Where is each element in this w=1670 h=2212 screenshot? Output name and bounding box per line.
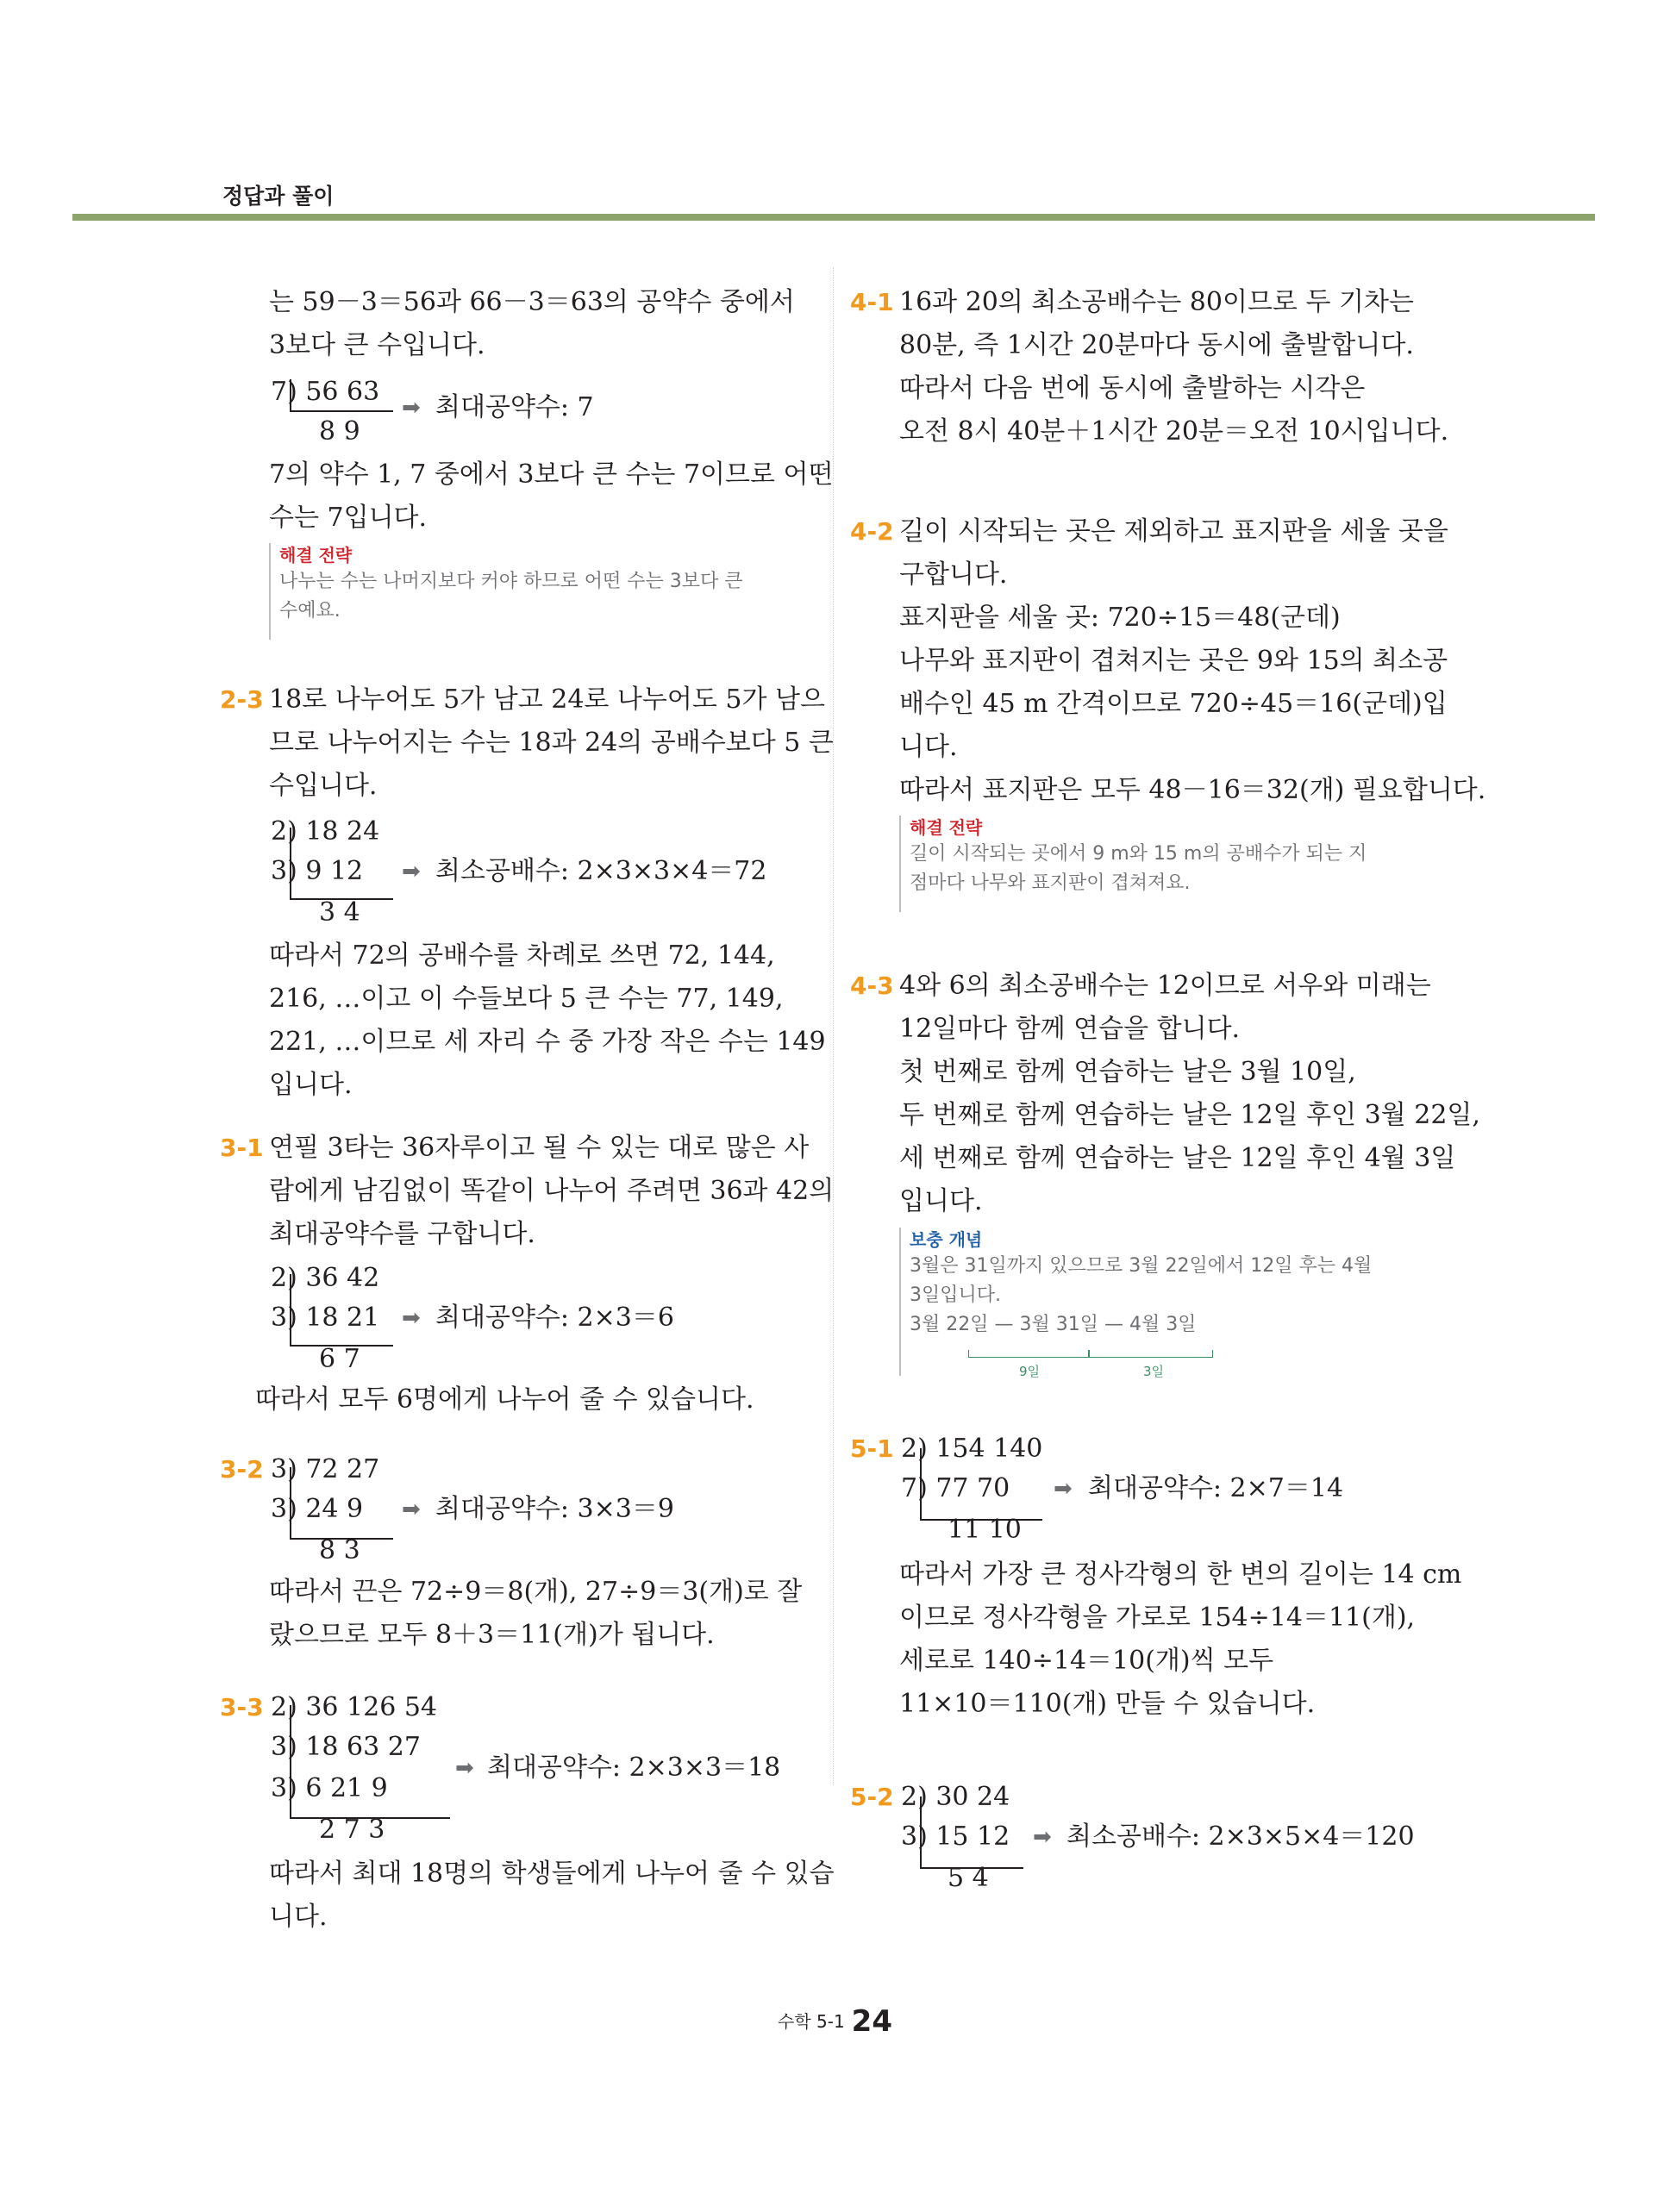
division-row: 2) 30 24 xyxy=(901,1782,1010,1812)
box-text: 길이 시작되는 곳에서 9 m와 15 m의 공배수가 되는 지 xyxy=(910,843,1367,865)
arrow-right-icon: ➡ xyxy=(1054,1476,1073,1502)
text-line: 216, …이고 이 수들보다 5 큰 수는 77, 149, xyxy=(269,984,784,1014)
text-line: 입니다. xyxy=(269,1070,353,1100)
division-row: 3) 18 63 27 xyxy=(271,1732,421,1762)
text-line: 표지판을 세울 곳: 720÷15＝48(군데) xyxy=(899,603,1341,633)
division-row: 8 9 xyxy=(319,416,360,447)
problem-label: 3-1 xyxy=(220,1134,264,1162)
text-line: 니다. xyxy=(899,732,958,762)
division-row: 3) 15 12 xyxy=(901,1821,1010,1852)
box-text: 점마다 나무와 표지판이 겹쳐져요. xyxy=(910,872,1191,894)
text-line: 므로 나누어지는 수는 18과 24의 공배수보다 5 큰 xyxy=(269,728,834,758)
problem-label: 3-3 xyxy=(220,1693,264,1721)
division-row: 2) 36 126 54 xyxy=(271,1692,438,1722)
division-row: 7) 56 63 xyxy=(271,377,380,407)
text-line: 따라서 최대 18명의 학생들에게 나누어 줄 수 있습 xyxy=(269,1859,835,1889)
division-row: 7) 77 70 xyxy=(901,1473,1010,1503)
arrow-right-icon: ➡ xyxy=(402,395,421,421)
problem-label: 5-1 xyxy=(850,1434,894,1463)
division-row: 3) 18 21 xyxy=(271,1303,380,1333)
division-row: 6 7 xyxy=(319,1344,360,1374)
problem-label: 4-3 xyxy=(850,972,894,1000)
text-line: 수는 7입니다. xyxy=(269,503,428,533)
text-line: 수입니다. xyxy=(269,771,378,801)
text-line: 221, …이므로 세 자리 수 중 가장 작은 수는 149 xyxy=(269,1027,826,1057)
problem-label: 4-1 xyxy=(850,288,894,316)
problem-label: 4-2 xyxy=(850,517,894,546)
text-line: 3보다 큰 수입니다. xyxy=(269,330,485,360)
division-row: 11 10 xyxy=(948,1515,1022,1545)
division-row: 2) 154 140 xyxy=(901,1434,1043,1464)
text-line: 는 59－3＝56과 66－3＝63의 공약수 중에서 xyxy=(269,287,795,317)
division-row: 8 3 xyxy=(319,1535,360,1565)
text-line: 80분, 즉 1시간 20분마다 동시에 출발합니다. xyxy=(899,330,1414,360)
text-line: 따라서 모두 6명에게 나누어 줄 수 있습니다. xyxy=(255,1384,754,1415)
division-result: 최대공약수: 7 xyxy=(435,392,594,422)
division-row: 3) 72 27 xyxy=(271,1454,380,1484)
text-line: 니다. xyxy=(269,1902,328,1932)
box-text: 3일입니다. xyxy=(910,1284,1001,1306)
division-row: 2) 36 42 xyxy=(271,1263,380,1293)
header-rule xyxy=(72,214,1595,221)
text-line: 11×10＝110(개) 만들 수 있습니다. xyxy=(899,1689,1316,1719)
text-line: 따라서 72의 공배수를 차례로 쓰면 72, 144, xyxy=(269,940,775,971)
division-row: 2 7 3 xyxy=(319,1815,385,1845)
arrow-right-icon: ➡ xyxy=(402,1305,421,1331)
text-line: 7의 약수 1, 7 중에서 3보다 큰 수는 7이므로 어떤 xyxy=(269,459,834,490)
page-number: 24 xyxy=(851,2004,892,2039)
strategy-box xyxy=(899,815,1367,912)
timeline-text: 3월 22일 — 3월 31일 — 4월 3일 xyxy=(910,1314,1197,1335)
text-line: 길이 시작되는 곳은 제외하고 표지판을 세울 곳을 xyxy=(899,516,1448,547)
division-result: 최대공약수: 2×3×3＝18 xyxy=(487,1753,781,1783)
text-line: 12일마다 함께 연습을 합니다. xyxy=(899,1014,1241,1044)
text-line: 랐으므로 모두 8＋3＝11(개)가 됩니다. xyxy=(269,1620,715,1650)
text-line: 이므로 정사각형을 가로로 154÷14＝11(개), xyxy=(899,1603,1416,1633)
box-title: 해결 전략 xyxy=(910,817,983,838)
strategy-box xyxy=(269,543,743,640)
division-row: 5 4 xyxy=(948,1863,989,1893)
division-row: 3 4 xyxy=(319,897,360,928)
timeline-brace xyxy=(968,1350,1089,1358)
page-footer xyxy=(0,2004,1670,2039)
division-result: 최소공배수: 2×3×5×4＝120 xyxy=(1066,1821,1415,1852)
text-line: 람에게 남김없이 똑같이 나누어 주려면 36과 42의 xyxy=(269,1176,835,1206)
text-line: 나무와 표지판이 겹쳐지는 곳은 9와 15의 최소공 xyxy=(899,646,1448,676)
arrow-right-icon: ➡ xyxy=(455,1755,474,1781)
text-line: 따라서 가장 큰 정사각형의 한 변의 길이는 14 cm xyxy=(899,1559,1462,1590)
division-result: 최대공약수: 2×7＝14 xyxy=(1088,1473,1344,1503)
footer-subject: 수학 5-1 xyxy=(778,2011,845,2032)
text-line: 최대공약수를 구합니다. xyxy=(269,1219,535,1249)
box-title: 보충 개념 xyxy=(910,1229,983,1250)
arrow-right-icon: ➡ xyxy=(1033,1824,1052,1850)
arrow-right-icon: ➡ xyxy=(402,1497,421,1522)
division-row: 3) 9 12 xyxy=(271,856,364,886)
text-line: 따라서 끈은 72÷9＝8(개), 27÷9＝3(개)로 잘 xyxy=(269,1577,803,1607)
text-line: 배수인 45 m 간격이므로 720÷45＝16(군데)입 xyxy=(899,689,1448,719)
box-title: 해결 전략 xyxy=(279,545,353,565)
division-row: 2) 18 24 xyxy=(271,816,380,847)
box-text: 3월은 31일까지 있으므로 3월 22일에서 12일 후는 4월 xyxy=(910,1255,1373,1277)
text-line: 세로로 140÷14＝10(개)씩 모두 xyxy=(899,1646,1274,1676)
problem-label: 5-2 xyxy=(850,1783,894,1811)
division-result: 최대공약수: 2×3＝6 xyxy=(435,1303,674,1333)
text-line: 4와 6의 최소공배수는 12이므로 서우와 미래는 xyxy=(899,971,1431,1001)
box-text: 수예요. xyxy=(279,600,341,622)
division-result: 최소공배수: 2×3×3×4＝72 xyxy=(435,856,767,886)
division-row: 3) 24 9 xyxy=(271,1494,364,1524)
text-line: 구합니다. xyxy=(899,559,1008,590)
text-line: 첫 번째로 함께 연습하는 날은 3월 10일, xyxy=(899,1057,1356,1087)
division-result: 최대공약수: 3×3＝9 xyxy=(435,1494,674,1524)
problem-label: 2-3 xyxy=(220,685,264,714)
column-divider xyxy=(833,267,834,1784)
text-line: 연필 3타는 36자루이고 될 수 있는 대로 많은 사 xyxy=(269,1133,810,1163)
division-row: 3) 6 21 9 xyxy=(271,1773,388,1803)
arrow-right-icon: ➡ xyxy=(402,859,421,884)
timeline-span-label: 9일 xyxy=(1019,1364,1041,1379)
text-line: 18로 나누어도 5가 남고 24로 나누어도 5가 남으 xyxy=(269,684,825,715)
text-line: 오전 8시 40분＋1시간 20분＝오전 10시입니다. xyxy=(899,416,1449,447)
timeline-span-label: 3일 xyxy=(1143,1364,1165,1379)
text-line: 따라서 다음 번에 동시에 출발하는 시각은 xyxy=(899,373,1366,403)
timeline-brace xyxy=(1089,1350,1213,1358)
box-text: 나누는 수는 나머지보다 커야 하므로 어떤 수는 3보다 큰 xyxy=(279,571,743,592)
text-line: 16과 20의 최소공배수는 80이므로 두 기차는 xyxy=(899,287,1414,317)
problem-label: 3-2 xyxy=(220,1455,264,1484)
page-header-title: 정답과 풀이 xyxy=(222,184,335,209)
text-line: 입니다. xyxy=(899,1186,983,1216)
text-line: 두 번째로 함께 연습하는 날은 12일 후인 3월 22일, xyxy=(899,1100,1480,1130)
text-line: 따라서 표지판은 모두 48－16＝32(개) 필요합니다. xyxy=(899,775,1486,805)
text-line: 세 번째로 함께 연습하는 날은 12일 후인 4월 3일 xyxy=(899,1143,1456,1173)
